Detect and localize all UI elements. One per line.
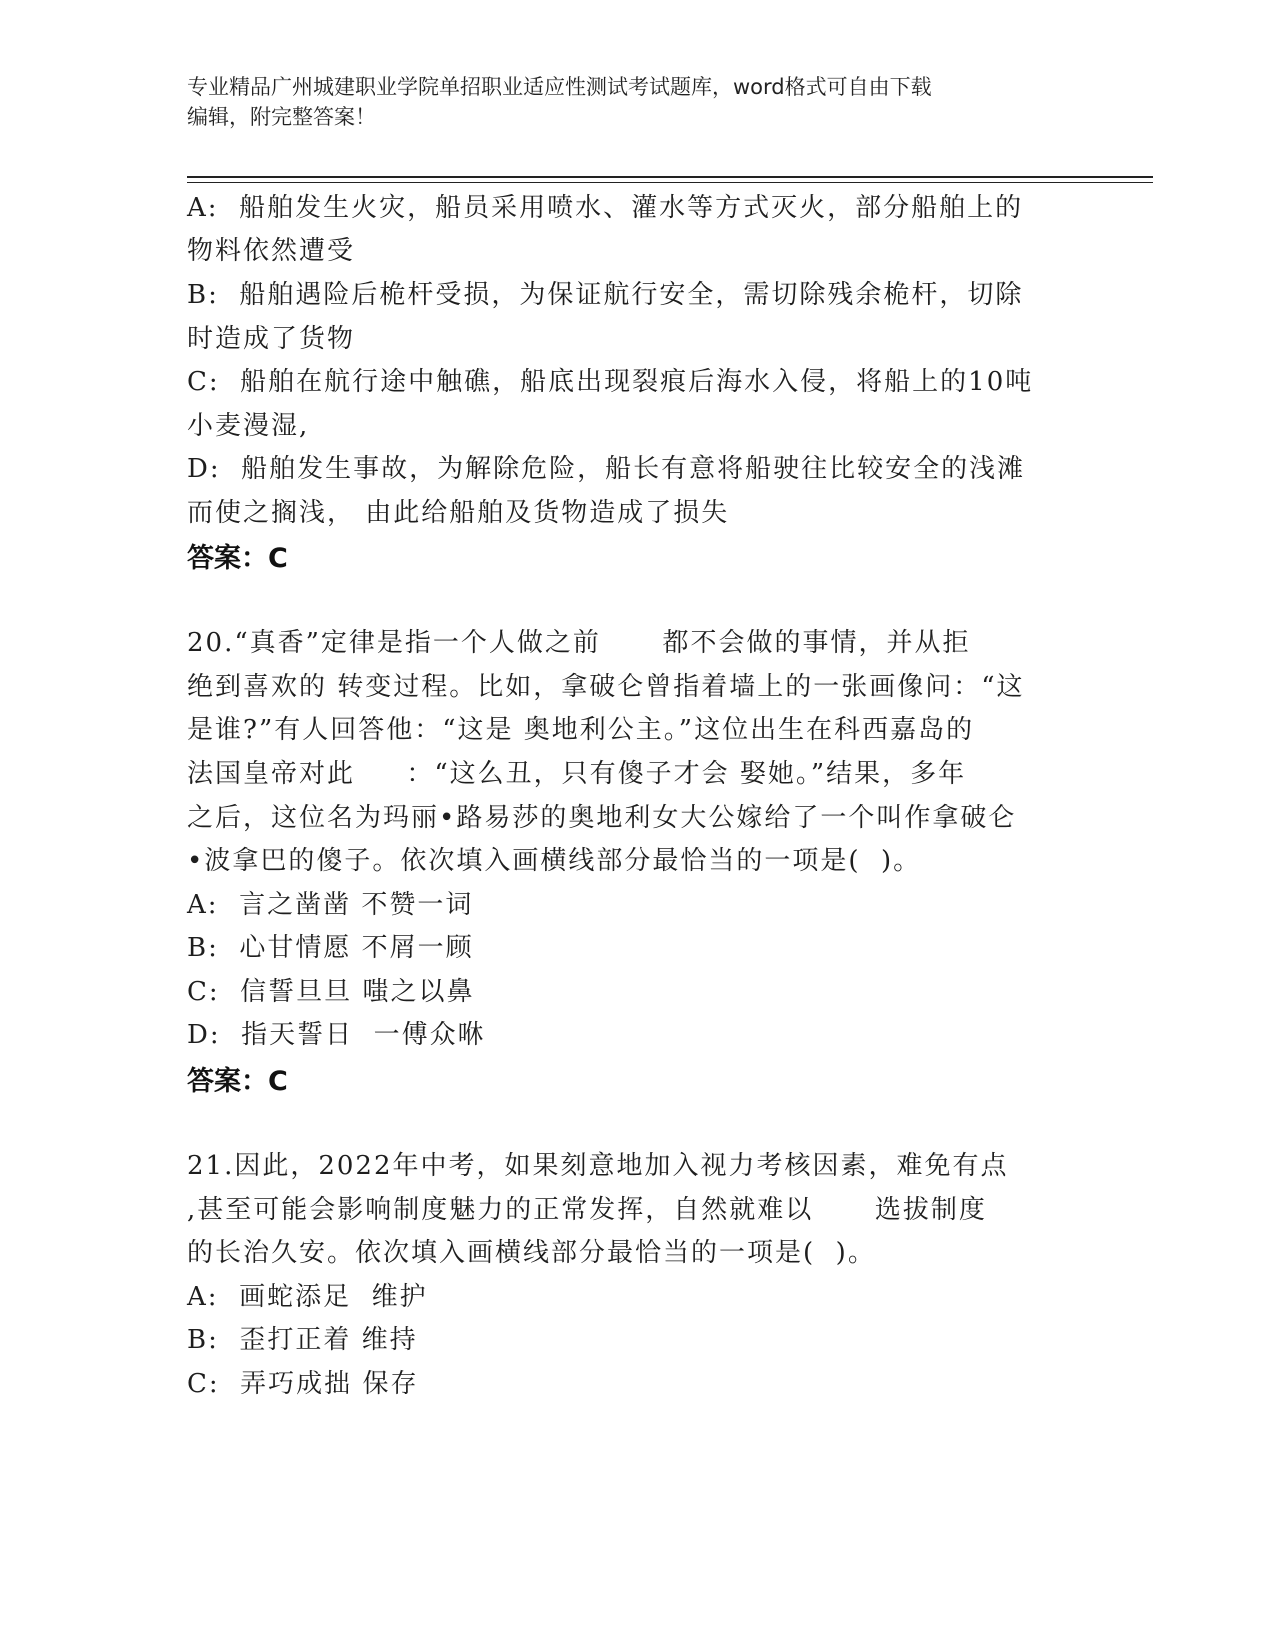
q19-option-c-line-1: C: 船舶在航行途中触礁，船底出现裂痕后海水入侵，将船上的10吨 bbox=[187, 367, 1034, 397]
q19-option-c-line-2: 小麦漫湿, bbox=[187, 411, 310, 441]
q20-stem-line-1: 20.“真香”定律是指一个人做之前 都不会做的事情，并从拒 bbox=[187, 628, 971, 658]
q19-option-d-line-1: D: 船舶发生事故，为解除危险，船长有意将船驶往比较安全的浅滩 bbox=[187, 454, 1026, 484]
header-line-1: 专业精品广州城建职业学院单招职业适应性测试考试题库，word格式可自由下载 bbox=[187, 75, 932, 99]
q20-option-d: D: 指天誓日 一傅众咻 bbox=[187, 1020, 486, 1050]
q21-stem-line-2: ,甚至可能会影响制度魅力的正常发挥，自然就难以 选拔制度 bbox=[187, 1195, 987, 1225]
q20-stem-line-5: 之后，这位名为玛丽•路易莎的奥地利女大公嫁给了一个叫作拿破仑 bbox=[187, 803, 1017, 833]
q19-answer: 答案：C bbox=[187, 543, 288, 574]
q21-option-a: A: 画蛇添足 维护 bbox=[187, 1282, 428, 1312]
q19-option-a-line-2: 物料依然遭受 bbox=[187, 236, 356, 266]
header-rule-thick bbox=[187, 176, 1153, 178]
q20-stem-line-3: 是谁?”有人回答他：“这是 奥地利公主。”这位出生在科西嘉岛的 bbox=[187, 715, 975, 745]
q21-stem-line-3: 的长治久安。依次填入画横线部分最恰当的一项是( )。 bbox=[187, 1238, 876, 1268]
q19-option-b-line-2: 时造成了货物 bbox=[187, 324, 356, 354]
q20-stem-line-2: 绝到喜欢的 转变过程。比如，拿破仑曾指着墙上的一张画像问：“这 bbox=[187, 672, 1025, 702]
q19-option-d-line-2: 而使之搁浅， 由此给船舶及货物造成了损失 bbox=[187, 498, 730, 528]
q20-stem-line-4: 法国皇帝对此 ：“这么丑，只有傻子才会 娶她。”结果，多年 bbox=[187, 759, 967, 789]
page-header bbox=[187, 72, 1067, 132]
q20-stem-line-6: •波拿巴的傻子。依次填入画横线部分最恰当的一项是( )。 bbox=[187, 846, 922, 876]
header-rule-thin bbox=[187, 182, 1153, 183]
q21-option-c: C: 弄巧成拙 保存 bbox=[187, 1369, 419, 1399]
q21-option-b: B: 歪打正着 维持 bbox=[187, 1325, 418, 1355]
q19-option-a-line-1: A: 船舶发生火灾，船员采用喷水、灌水等方式灭火，部分船舶上的 bbox=[187, 193, 1024, 223]
header-line-2: 编辑，附完整答案！ bbox=[187, 105, 376, 129]
q20-option-b: B: 心甘情愿 不屑一顾 bbox=[187, 933, 474, 963]
q20-answer: 答案：C bbox=[187, 1066, 288, 1097]
q21-stem-line-1: 21.因此，2022年中考，如果刻意地加入视力考核因素，难免有点 bbox=[187, 1151, 1009, 1181]
q20-option-a: A: 言之凿凿 不赞一词 bbox=[187, 890, 474, 920]
q19-option-b-line-1: B: 船舶遇险后桅杆受损，为保证航行安全，需切除残余桅杆，切除 bbox=[187, 280, 1024, 310]
q20-option-c: C: 信誓旦旦 嗤之以鼻 bbox=[187, 977, 475, 1007]
